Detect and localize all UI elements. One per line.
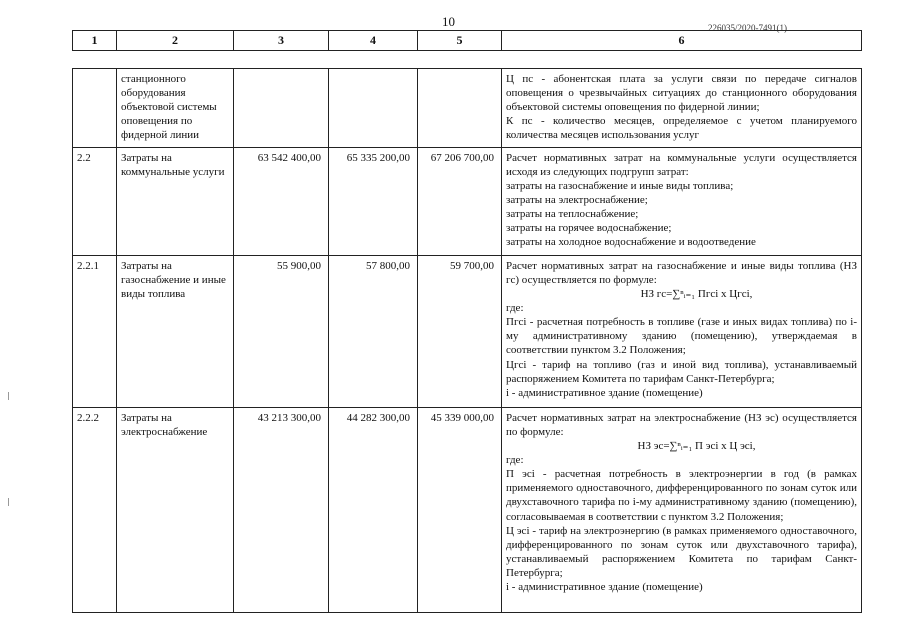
row-name: Затраты на электроснабжение <box>117 408 234 613</box>
row-description <box>502 69 862 148</box>
description-line: затраты на горячее водоснабжение; <box>506 222 672 235</box>
row-value-3 <box>418 69 502 148</box>
row-value-2: 57 800,00 <box>329 256 418 408</box>
row-value-2: 44 282 300,00 <box>329 408 418 613</box>
margin-mark <box>8 498 9 506</box>
column-header: 1 <box>73 31 117 51</box>
description-line: i - административное здание (помещение) <box>506 386 703 399</box>
description-line: Ц эсi - тариф на электроэнергию (в рамках применяемого одноставочного, дифференцированного по зонам суток или двухставочного тарифа), устанавливаемый распоряжением Комитета по тарифам Санкт-Петербурга; <box>506 524 857 579</box>
row-code: 2.2 <box>73 148 117 256</box>
row-name: станционного оборудования объектовой системы оповещения по фидерной линии <box>117 69 234 148</box>
row-value-1 <box>234 69 329 148</box>
formula: НЗ эс=∑ⁿᵢ₌₁ П эсi х Ц эсi, <box>637 440 756 453</box>
description-line: затраты на теплоснабжение; <box>506 208 639 221</box>
row-description <box>502 408 862 613</box>
description-line: Пгсi - расчетная потребность в топливе (газе и иных видах топлива) по i-му административному зданию (помещению), утверждаемая в соответствии пунктом 3.2 Положения; <box>506 316 857 357</box>
description-line: затраты на газоснабжение и иные виды топлива; <box>506 180 734 193</box>
formula: НЗ гс=∑ⁿᵢ₌₁ Пгсi х Цгсi, <box>640 288 753 301</box>
description-line: где: <box>506 302 524 315</box>
description-line: i - административное здание (помещение) <box>506 580 703 593</box>
row-value-3: 45 339 000,00 <box>418 408 502 613</box>
row-value-2 <box>329 69 418 148</box>
table-row <box>73 69 862 148</box>
description-line: Цгсi - тариф на топливо (газ и иной вид топлива), устанавливаемый распоряжением Комитета по тарифам Санкт-Петербурга; <box>506 358 857 385</box>
description-line: К пс - количество месяцев, определяемое с учетом планируемого количества месяцев использования услуг <box>506 115 857 142</box>
row-value-1: 63 542 400,00 <box>234 148 329 256</box>
row-value-1: 43 213 300,00 <box>234 408 329 613</box>
row-description <box>502 256 862 408</box>
column-header: 2 <box>117 31 234 51</box>
description-intro: Расчет нормативных затрат на электроснабжение (НЗ эс) осуществляется по формуле: <box>506 412 857 439</box>
margin-mark <box>8 392 9 400</box>
column-header: 5 <box>418 31 502 51</box>
table-row <box>73 408 862 613</box>
description-intro: Расчет нормативных затрат на газоснабжение и иные виды топлива (НЗ гс) осуществляется по формуле: <box>506 260 857 287</box>
description-line: Ц пс - абонентская плата за услуги связи по передаче сигналов оповещения о чрезвычайных ситуациях до станционного оборудования объектовой системы оповещения по фидерной линии; <box>506 73 857 114</box>
costs-table <box>72 68 862 613</box>
description-line: затраты на холодное водоснабжение и водоотведение <box>506 236 756 249</box>
row-code: 2.2.1 <box>73 256 117 408</box>
table-row <box>73 148 862 256</box>
column-header: 4 <box>329 31 418 51</box>
description-line: Расчет нормативных затрат на коммунальные услуги осуществляется исходя из следующих подгрупп затрат: <box>506 152 857 179</box>
row-description <box>502 148 862 256</box>
row-value-1: 55 900,00 <box>234 256 329 408</box>
row-name: Затраты на газоснабжение и иные виды топлива <box>117 256 234 408</box>
table-row <box>73 256 862 408</box>
description-line: где: <box>506 454 524 467</box>
description-line: П эсi - расчетная потребность в электроэнергии в год (в рамках применяемого одноставочного, дифференцированного по зонам суток или двухставочного тарифа по i-му административному зданию (помещению), согласовываемая в соответствии с пунктом 3.2 Положения; <box>506 468 857 523</box>
row-value-3: 67 206 700,00 <box>418 148 502 256</box>
row-value-3: 59 700,00 <box>418 256 502 408</box>
row-value-2: 65 335 200,00 <box>329 148 418 256</box>
column-header-row <box>73 31 862 51</box>
column-header: 6 <box>502 31 862 51</box>
row-code <box>73 69 117 148</box>
row-name: Затраты на коммунальные услуги <box>117 148 234 256</box>
column-header-table <box>72 30 862 51</box>
page-number: 10 <box>442 14 455 29</box>
document-id: 226035/2020-7491(1) <box>708 23 787 33</box>
column-header: 3 <box>234 31 329 51</box>
row-code: 2.2.2 <box>73 408 117 613</box>
description-line: затраты на электроснабжение; <box>506 194 648 207</box>
